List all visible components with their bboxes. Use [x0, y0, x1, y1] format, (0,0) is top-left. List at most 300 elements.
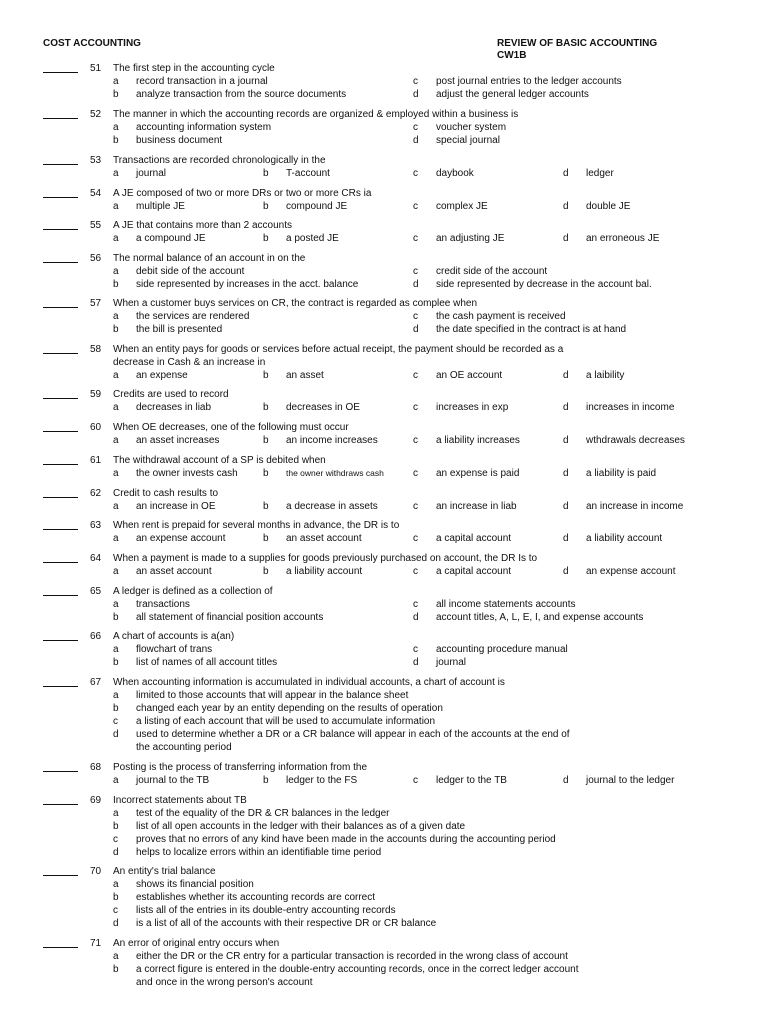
option-letter: a	[113, 76, 119, 87]
option-a[interactable]: a compound JE	[136, 233, 206, 244]
question-item	[0, 519, 768, 545]
option-c[interactable]: increases in exp	[436, 402, 509, 413]
question-item	[0, 937, 768, 989]
option-d[interactable]: a laibility	[586, 370, 625, 381]
option-letter: d	[563, 775, 569, 786]
options-row	[0, 643, 768, 656]
question-row	[0, 519, 768, 532]
options-row	[0, 878, 768, 891]
option-letter: c	[413, 76, 418, 87]
option-letter: a	[113, 644, 119, 655]
option-a[interactable]: transactions	[136, 599, 190, 610]
answer-blank[interactable]	[43, 497, 78, 498]
answer-blank[interactable]	[43, 431, 78, 432]
options-row	[0, 963, 768, 976]
question-item	[0, 219, 768, 245]
option-letter: c	[113, 834, 118, 845]
option-b[interactable]: a decrease in assets	[286, 501, 378, 512]
option-d[interactable]: journal to the ledger	[586, 775, 675, 786]
question-row	[0, 108, 768, 121]
option-letter: a	[113, 468, 119, 479]
question-number: 53	[90, 155, 102, 166]
option-d[interactable]: ledger	[586, 168, 614, 179]
option-letter: b	[263, 775, 269, 786]
option-a[interactable]: an asset increases	[136, 435, 220, 446]
options-row	[0, 656, 768, 669]
question-text: Posting is the process of transferring information from the	[113, 762, 368, 773]
answer-blank[interactable]	[43, 164, 78, 165]
answer-blank[interactable]	[43, 229, 78, 230]
option-letter: d	[413, 657, 419, 668]
options-row	[0, 611, 768, 624]
option-letter: b	[263, 402, 269, 413]
option-d[interactable]: a liability account	[586, 533, 663, 544]
question-row	[0, 585, 768, 598]
option-d[interactable]: increases in income	[586, 402, 675, 413]
option-d[interactable]: used to determine whether a DR or a CR balance will appear in each of the accounts at the end of	[136, 729, 570, 740]
question-number: 59	[90, 389, 102, 400]
question-item	[0, 62, 768, 101]
option-letter: c	[413, 468, 418, 479]
question-text: A JE that contains more than 2 accounts	[113, 220, 292, 231]
option-c[interactable]: lists all of the entries in its double-entry accounting records	[136, 905, 396, 916]
answer-blank[interactable]	[43, 562, 78, 563]
options-row	[0, 467, 768, 480]
option-letter: c	[413, 501, 418, 512]
question-item	[0, 187, 768, 213]
option-letter: a	[113, 775, 119, 786]
option-c[interactable]: a liability increases	[436, 435, 520, 446]
option-letter: d	[413, 612, 419, 623]
options-row	[0, 75, 768, 88]
options-row	[0, 500, 768, 513]
option-letter: b	[113, 703, 119, 714]
worksheet-code: CW1B	[497, 50, 527, 61]
option-letter: c	[413, 775, 418, 786]
question-number: 54	[90, 188, 102, 199]
option-letter: b	[263, 370, 269, 381]
options-row	[0, 134, 768, 147]
option-d[interactable]: adjust the general ledger accounts	[436, 89, 589, 100]
options-row	[0, 807, 768, 820]
question-item	[0, 630, 768, 669]
question-row	[0, 454, 768, 467]
option-d[interactable]: helps to localize errors within an identifiable time period	[136, 847, 382, 858]
option-letter: d	[413, 135, 419, 146]
option-letter: c	[413, 370, 418, 381]
option-b[interactable]: decreases in OE	[286, 402, 360, 413]
answer-blank[interactable]	[43, 686, 78, 687]
options-row	[0, 917, 768, 930]
answer-blank[interactable]	[43, 595, 78, 596]
option-a[interactable]: record transaction in a journal	[136, 76, 268, 87]
option-b[interactable]: compound JE	[286, 201, 348, 212]
option-b[interactable]: establishes whether its accounting records are correct	[136, 892, 376, 903]
question-number: 60	[90, 422, 102, 433]
option-a[interactable]: an expense	[136, 370, 188, 381]
option-a[interactable]: the services are rendered	[136, 311, 250, 322]
option-c[interactable]: a capital account	[436, 566, 512, 577]
option-b[interactable]: ledger to the FS	[286, 775, 358, 786]
option-letter: d	[563, 435, 569, 446]
option-a[interactable]: an asset account	[136, 566, 212, 577]
question-item	[0, 388, 768, 414]
option-b[interactable]: list of all open accounts in the ledger with their balances as of a given date	[136, 821, 466, 832]
option-a[interactable]: journal to the TB	[136, 775, 210, 786]
option-a[interactable]: multiple JE	[136, 201, 185, 212]
option-c[interactable]: an increase in liab	[436, 501, 517, 512]
option-a[interactable]: an expense account	[136, 533, 226, 544]
answer-blank[interactable]	[43, 353, 78, 354]
options-row	[0, 976, 768, 989]
option-c[interactable]: an OE account	[436, 370, 503, 381]
option-letter: c	[413, 533, 418, 544]
option-b[interactable]: side represented by increases in the acct. balance	[136, 279, 359, 290]
option-letter: b	[113, 135, 119, 146]
option-letter: a	[113, 951, 119, 962]
option-letter: c	[413, 122, 418, 133]
options-row	[0, 846, 768, 859]
options-row	[0, 702, 768, 715]
options-row	[0, 774, 768, 787]
options-row	[0, 689, 768, 702]
option-a[interactable]: limited to those accounts that will appear in the balance sheet	[136, 690, 409, 701]
question-row	[0, 676, 768, 689]
question-row	[0, 630, 768, 643]
question-text: A chart of accounts is a(an)	[113, 631, 235, 642]
worksheet-title: REVIEW OF BASIC ACCOUNTING	[497, 38, 658, 49]
question-text: When a payment is made to a supplies for goods previously purchased on account, the DR Is to	[113, 553, 538, 564]
option-letter: b	[113, 324, 119, 335]
question-number: 71	[90, 938, 102, 949]
option-letter: d	[563, 370, 569, 381]
option-b[interactable]: list of names of all account titles	[136, 657, 278, 668]
course-title: COST ACCOUNTING	[43, 38, 141, 49]
option-c[interactable]: an adjusting JE	[436, 233, 505, 244]
option-letter: a	[113, 233, 119, 244]
options-row	[0, 401, 768, 414]
option-letter: a	[113, 266, 119, 277]
options-row	[0, 278, 768, 291]
question-text: When rent is prepaid for several months in advance, the DR is to	[113, 520, 400, 531]
question-row	[0, 252, 768, 265]
options-row	[0, 310, 768, 323]
option-a[interactable]: accounting information system	[136, 122, 272, 133]
option-c[interactable]: accounting procedure manual	[436, 644, 568, 655]
option-d[interactable]: is a list of all of the accounts with their respective DR or CR balance	[136, 918, 437, 929]
question-text: Credits are used to record	[113, 389, 229, 400]
option-letter: a	[113, 566, 119, 577]
option-d[interactable]: an erroneous JE	[586, 233, 660, 244]
option-a[interactable]: journal	[136, 168, 167, 179]
option-c[interactable]: complex JE	[436, 201, 488, 212]
option-letter: b	[113, 821, 119, 832]
question-number: 63	[90, 520, 102, 531]
question-number: 70	[90, 866, 102, 877]
question-number: 56	[90, 253, 102, 264]
option-b[interactable]: the owner withdraws cash	[286, 468, 384, 478]
option-letter: a	[113, 201, 119, 212]
option-letter: c	[113, 716, 118, 727]
question-item	[0, 343, 768, 382]
option-letter: a	[113, 879, 119, 890]
question-number: 65	[90, 586, 102, 597]
option-d[interactable]: a liability is paid	[586, 468, 657, 479]
answer-blank[interactable]	[43, 262, 78, 263]
option-b[interactable]: all statement of financial position accounts	[136, 612, 324, 623]
option-letter: d	[113, 847, 119, 858]
options-row	[0, 369, 768, 382]
question-item	[0, 761, 768, 787]
answer-blank[interactable]	[43, 529, 78, 530]
option-letter: b	[263, 168, 269, 179]
question-item	[0, 794, 768, 859]
question-row	[0, 552, 768, 565]
question-row	[0, 388, 768, 401]
option-c[interactable]: a capital account	[436, 533, 512, 544]
question-number: 62	[90, 488, 102, 499]
question-row	[0, 219, 768, 232]
question-number: 68	[90, 762, 102, 773]
question-row	[0, 62, 768, 75]
option-b[interactable]: analyze transaction from the source documents	[136, 89, 347, 100]
question-number: 55	[90, 220, 102, 231]
question-text: An entity's trial balance	[113, 866, 216, 877]
option-b[interactable]: an income increases	[286, 435, 378, 446]
option-letter: b	[263, 566, 269, 577]
options-row	[0, 232, 768, 245]
question-row	[0, 297, 768, 310]
option-d[interactable]: wthdrawals decreases	[586, 435, 685, 446]
question-text: The manner in which the accounting records are organized & employed within a business is	[113, 109, 519, 120]
option-c[interactable]: credit side of the account	[436, 266, 548, 277]
option-c[interactable]: the cash payment is received	[436, 311, 566, 322]
option-letter: b	[263, 501, 269, 512]
question-text: The withdrawal account of a SP is debited when	[113, 455, 326, 466]
option-letter: b	[113, 612, 119, 623]
option-letter: d	[563, 402, 569, 413]
option-a[interactable]: decreases in liab	[136, 402, 212, 413]
question-text: When an entity pays for goods or services before actual receipt, the payment should be recorded as a	[113, 344, 564, 355]
option-a[interactable]: shows its financial position	[136, 879, 254, 890]
options-row	[0, 532, 768, 545]
question-row	[0, 794, 768, 807]
option-d[interactable]: account titles, A, L, E, I, and expense accounts	[436, 612, 644, 623]
options-row	[0, 167, 768, 180]
option-a[interactable]: flowchart of trans	[136, 644, 213, 655]
option-b[interactable]: an asset account	[286, 533, 362, 544]
option-letter: c	[113, 905, 118, 916]
question-row-continued	[0, 356, 768, 369]
option-letter: b	[113, 964, 119, 975]
options-row	[0, 565, 768, 578]
question-row	[0, 865, 768, 878]
option-c[interactable]: voucher system	[436, 122, 507, 133]
options-row	[0, 950, 768, 963]
option-letter: d	[563, 201, 569, 212]
options-row	[0, 741, 768, 754]
option-letter: d	[413, 89, 419, 100]
option-letter: d	[563, 533, 569, 544]
option-d[interactable]: special journal	[436, 135, 500, 146]
option-c[interactable]: proves that no errors of any kind have been made in the accounts during the accounting period	[136, 834, 556, 845]
option-letter: c	[413, 168, 418, 179]
option-letter: a	[113, 533, 119, 544]
option-letter: a	[113, 402, 119, 413]
option-letter: b	[263, 435, 269, 446]
answer-blank[interactable]	[43, 118, 78, 119]
question-text: decrease in Cash & an increase in	[113, 357, 266, 368]
question-text: Incorrect statements about TB	[113, 795, 247, 806]
question-item	[0, 108, 768, 147]
options-row	[0, 88, 768, 101]
question-row	[0, 761, 768, 774]
answer-blank[interactable]	[43, 640, 78, 641]
option-letter: c	[413, 201, 418, 212]
question-number: 51	[90, 63, 102, 74]
question-number: 61	[90, 455, 102, 466]
option-letter: b	[113, 89, 119, 100]
option-c[interactable]: a listing of each account that will be used to accumulate information	[136, 716, 436, 727]
option-letter: a	[113, 808, 119, 819]
answer-blank[interactable]	[43, 464, 78, 465]
option-b[interactable]: the bill is presented	[136, 324, 223, 335]
question-row	[0, 937, 768, 950]
option-c[interactable]: an expense is paid	[436, 468, 520, 479]
option-d[interactable]: journal	[436, 657, 467, 668]
question-row	[0, 187, 768, 200]
options-row	[0, 200, 768, 213]
option-a[interactable]: debit side of the account	[136, 266, 245, 277]
option-b[interactable]: T-account	[286, 168, 330, 179]
question-item	[0, 676, 768, 754]
option-letter: b	[113, 892, 119, 903]
option-letter: c	[413, 266, 418, 277]
option-letter: b	[113, 279, 119, 290]
option-c[interactable]: daybook	[436, 168, 474, 179]
question-text: A JE composed of two or more DRs or two or more CRs ia	[113, 188, 372, 199]
option-letter: a	[113, 311, 119, 322]
option-letter: c	[413, 644, 418, 655]
option-letter: d	[413, 279, 419, 290]
question-item	[0, 297, 768, 336]
question-text: The normal balance of an account in on the	[113, 253, 306, 264]
question-item	[0, 865, 768, 930]
option-letter: a	[113, 168, 119, 179]
option-letter: d	[413, 324, 419, 335]
option-a[interactable]: an increase in OE	[136, 501, 216, 512]
option-letter: b	[113, 657, 119, 668]
option-letter: a	[113, 599, 119, 610]
options-row	[0, 904, 768, 917]
question-text: When a customer buys services on CR, the contract is regarded as complee when	[113, 298, 478, 309]
question-row	[0, 343, 768, 356]
question-number: 64	[90, 553, 102, 564]
question-text: When accounting information is accumulated in individual accounts, a chart of account is	[113, 677, 505, 688]
question-number: 57	[90, 298, 102, 309]
option-letter: d	[563, 233, 569, 244]
options-row	[0, 728, 768, 741]
question-text: Transactions are recorded chronologically in the	[113, 155, 326, 166]
option-d[interactable]: the date specified in the contract is at hand	[436, 324, 627, 335]
question-number: 52	[90, 109, 102, 120]
option-letter: d	[113, 729, 119, 740]
option-a[interactable]: the owner invests cash	[136, 468, 238, 479]
option-b[interactable]: a correct figure is entered in the double-entry accounting records, once in the correct ledger account	[136, 964, 579, 975]
question-number: 67	[90, 677, 102, 688]
option-d[interactable]: side represented by decrease in the account bal.	[436, 279, 652, 290]
option-c[interactable]: post journal entries to the ledger accounts	[436, 76, 622, 87]
option-letter: a	[113, 690, 119, 701]
answer-blank[interactable]	[43, 771, 78, 772]
option-letter: c	[413, 599, 418, 610]
option-letter: c	[413, 233, 418, 244]
question-number: 66	[90, 631, 102, 642]
option-letter: a	[113, 435, 119, 446]
question-item	[0, 252, 768, 291]
option-letter: c	[413, 566, 418, 577]
option-a[interactable]: either the DR or the CR entry for a particular transaction is recorded in the wrong class of account	[136, 951, 568, 962]
question-text: When OE decreases, one of the following must occur	[113, 422, 349, 433]
option-b[interactable]: business document	[136, 135, 223, 146]
answer-blank[interactable]	[43, 72, 78, 73]
answer-blank[interactable]	[43, 398, 78, 399]
option-b[interactable]: a liability account	[286, 566, 363, 577]
options-row	[0, 598, 768, 611]
option-letter: b	[263, 201, 269, 212]
question-row	[0, 421, 768, 434]
question-item	[0, 585, 768, 624]
question-item	[0, 454, 768, 480]
question-text: Credit to cash results to	[113, 488, 219, 499]
option-letter: d	[563, 501, 569, 512]
answer-blank[interactable]	[43, 875, 78, 876]
options-row	[0, 891, 768, 904]
options-row	[0, 434, 768, 447]
option-b[interactable]: changed each year by an entity depending on the results of operation	[136, 703, 443, 714]
option-a[interactable]: test of the equality of the DR & CR balances in the ledger	[136, 808, 390, 819]
answer-blank[interactable]	[43, 197, 78, 198]
option-c[interactable]: all income statements accounts	[436, 599, 576, 610]
options-row	[0, 833, 768, 846]
question-text: An error of original entry occurs when	[113, 938, 280, 949]
option-c[interactable]: ledger to the TB	[436, 775, 507, 786]
option-letter: b	[263, 233, 269, 244]
question-text: The first step in the accounting cycle	[113, 63, 275, 74]
option-letter: c	[413, 402, 418, 413]
option-d[interactable]: an increase in income	[586, 501, 684, 512]
question-text: A ledger is defined as a collection of	[113, 586, 273, 597]
option-d[interactable]: double JE	[586, 201, 631, 212]
option-letter: b	[263, 468, 269, 479]
option-b[interactable]: a posted JE	[286, 233, 339, 244]
option-letter: d	[563, 168, 569, 179]
answer-blank[interactable]	[43, 307, 78, 308]
option-continued: the accounting period	[136, 742, 232, 753]
answer-blank[interactable]	[43, 947, 78, 948]
option-b[interactable]: an asset	[286, 370, 324, 381]
answer-blank[interactable]	[43, 804, 78, 805]
option-letter: c	[413, 311, 418, 322]
question-row	[0, 154, 768, 167]
option-d[interactable]: an expense account	[586, 566, 676, 577]
options-row	[0, 265, 768, 278]
options-row	[0, 820, 768, 833]
question-item	[0, 154, 768, 180]
option-letter: b	[263, 533, 269, 544]
options-row	[0, 323, 768, 336]
option-continued: and once in the wrong person's account	[136, 977, 313, 988]
